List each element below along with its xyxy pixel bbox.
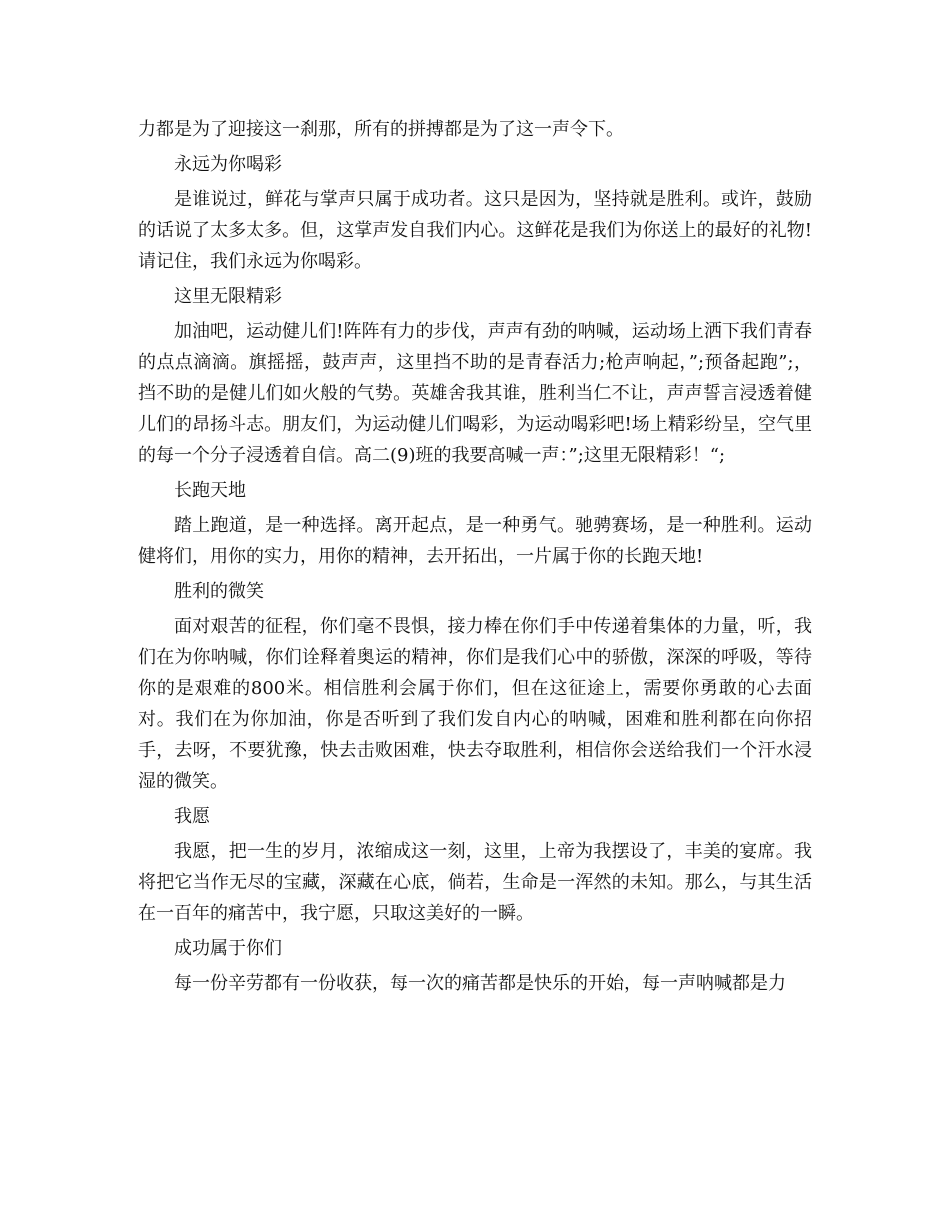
paragraph-continued: 力都是为了迎接这一刹那，所有的拼搏都是为了这一声令下。 — [138, 119, 624, 140]
paragraph: 踏上跑道，是一种选择。离开起点，是一种勇气。驰骋赛场，是一种胜利。运动健将们，用你的实力，用你的精神，去开拓出，一片属于你的长跑天地! — [138, 515, 812, 567]
section-heading: 成功属于你们 — [174, 938, 282, 959]
section-heading: 长跑天地 — [174, 480, 246, 501]
paragraph: 面对艰苦的征程，你们毫不畏惧，接力棒在你们手中传递着集体的力量，听，我们在为你呐喊，你们诠释着奥运的精神，你们是我们心中的骄傲，深深的呼吸，等待你的是艰难的800米。相信胜利会属于你们，但在这征途上，需要你勇敢的心去面对。我们在为你加油，你是否听到了我们发自内心的呐喊，困难和胜利都在向你招手，去呀，不要犹豫，快去击败困难，快去夺取胜利，相信你会送给我们一个汗水浸湿的微笑。 — [138, 616, 812, 792]
paragraph: 加油吧，运动健儿们!阵阵有力的步伐，声声有劲的呐喊，运动场上洒下我们青春的点点滴滴。旗摇摇，鼓声声，这里挡不助的是青春活力;枪声响起，”;预备起跑”;，挡不助的是健儿们如火般的气势。英雄舍我其谁，胜利当仁不让，声声誓言浸透着健儿们的昂扬斗志。朋友们，为运动健儿们喝彩，为运动喝彩吧!场上精彩纷呈，空气里的每一个分子浸透着自信。高二(9)班的我要高喊一声：”;这里无限精彩！“; — [138, 321, 812, 466]
document-body — [138, 114, 812, 999]
paragraph: 我愿，把一生的岁月，浓缩成这一刻，这里，上帝为我摆设了，丰美的宴席。我将把它当作无尽的宝藏，深藏在心底，倘若，生命是一浑然的未知。那么，与其生活在一百年的痛苦中，我宁愿，只取这美好的一瞬。 — [138, 841, 812, 924]
section-heading: 胜利的微笑 — [174, 581, 264, 602]
section-heading: 我愿 — [174, 806, 210, 827]
paragraph: 是谁说过，鲜花与掌声只属于成功者。这只是因为，坚持就是胜利。或许，鼓励的话说了太多太多。但，这掌声发自我们内心。这鲜花是我们为你送上的最好的礼物!请记住，我们永远为你喝彩。 — [138, 189, 812, 272]
section-heading: 这里无限精彩 — [174, 286, 282, 307]
section-heading: 永远为你喝彩 — [174, 154, 282, 175]
paragraph: 每一份辛劳都有一份收获，每一次的痛苦都是快乐的开始，每一声呐喊都是力 — [174, 973, 786, 994]
